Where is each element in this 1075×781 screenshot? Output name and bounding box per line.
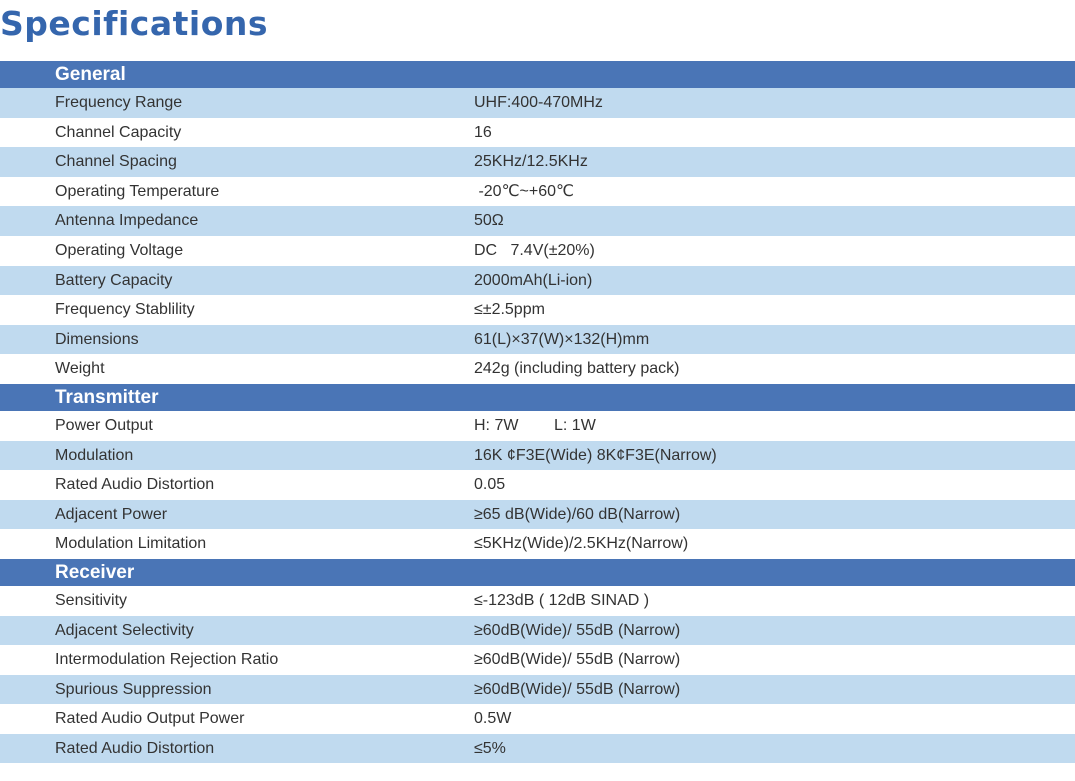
row-label: Sensitivity <box>55 591 128 609</box>
row-label: Rated Audio Output Power <box>55 710 245 728</box>
row-value: 16 <box>474 123 492 141</box>
table-row <box>0 704 1075 734</box>
row-value: 25KHz/12.5KHz <box>474 153 588 171</box>
row-label: Operating Temperature <box>55 182 220 200</box>
table-row <box>0 266 1075 296</box>
row-value: -20℃~+60℃ <box>474 182 574 200</box>
row-value: UHF:400-470MHz <box>474 94 603 111</box>
table-row <box>0 206 1075 236</box>
table-row <box>0 616 1075 646</box>
row-label: Adjacent Selectivity <box>55 621 194 639</box>
row-value: 16K ¢F3E(Wide) 8K¢F3E(Narrow) <box>474 446 717 464</box>
row-label: Modulation Limitation <box>55 535 207 553</box>
table-row <box>0 411 1075 441</box>
section-header-receiver: Receiver <box>0 559 1075 586</box>
row-value: ≥65 dB(Wide)/60 dB(Narrow) <box>474 505 681 523</box>
table-row <box>0 354 1075 384</box>
table-row <box>0 88 1075 118</box>
row-label: Channel Spacing <box>55 153 177 171</box>
row-label: Battery Capacity <box>55 271 173 289</box>
table-row <box>0 325 1075 355</box>
section-header-general: General <box>0 61 1075 88</box>
row-label: Spurious Suppression <box>55 680 212 698</box>
table-row <box>0 529 1075 559</box>
row-label: Frequency Range <box>55 94 183 111</box>
row-value: ≤-123dB ( 12dB SINAD ) <box>474 591 650 609</box>
table-row <box>0 586 1075 616</box>
row-value: ≥60dB(Wide)/ 55dB (Narrow) <box>474 680 681 698</box>
spec-table <box>0 61 1075 763</box>
row-value: ≤5% <box>474 739 506 757</box>
row-value: ≤5KHz(Wide)/2.5KHz(Narrow) <box>474 535 689 553</box>
row-label: Power Output <box>55 416 153 434</box>
row-value: 242g (including battery pack) <box>474 360 680 378</box>
row-value: DC 7.4V(±20%) <box>474 241 595 259</box>
section-header-transmitter: Transmitter <box>0 384 1075 411</box>
row-label: Intermodulation Rejection Ratio <box>55 651 279 669</box>
row-label: Rated Audio Distortion <box>55 476 215 494</box>
row-label: Rated Audio Distortion <box>55 739 215 757</box>
row-label: Channel Capacity <box>55 123 182 141</box>
row-value: 0.05 <box>474 476 506 494</box>
row-value: ≥60dB(Wide)/ 55dB (Narrow) <box>474 651 681 669</box>
row-label: Weight <box>55 360 105 378</box>
table-row <box>0 295 1075 325</box>
table-row <box>0 118 1075 148</box>
row-value: 2000mAh(Li-ion) <box>474 271 593 289</box>
row-value: 0.5W <box>474 710 512 728</box>
table-row <box>0 734 1075 764</box>
row-value: ≤±2.5ppm <box>474 301 545 319</box>
table-row <box>0 441 1075 471</box>
row-label: Frequency Stablility <box>55 301 195 319</box>
row-label: Modulation <box>55 446 134 464</box>
table-row <box>0 236 1075 266</box>
table-row <box>0 147 1075 177</box>
row-value: ≥60dB(Wide)/ 55dB (Narrow) <box>474 621 681 639</box>
row-label: Adjacent Power <box>55 505 168 523</box>
table-row <box>0 645 1075 675</box>
row-value: 61(L)×37(W)×132(H)mm <box>474 330 650 348</box>
row-value: 50Ω <box>474 212 504 230</box>
table-row <box>0 675 1075 705</box>
table-row <box>0 470 1075 500</box>
table-row <box>0 500 1075 530</box>
row-label: Operating Voltage <box>55 241 184 259</box>
row-label: Antenna Impedance <box>55 212 199 230</box>
row-value: H: 7W L: 1W <box>474 416 596 434</box>
table-row <box>0 177 1075 207</box>
row-label: Dimensions <box>55 330 139 348</box>
page-title: Specifications <box>0 4 269 43</box>
